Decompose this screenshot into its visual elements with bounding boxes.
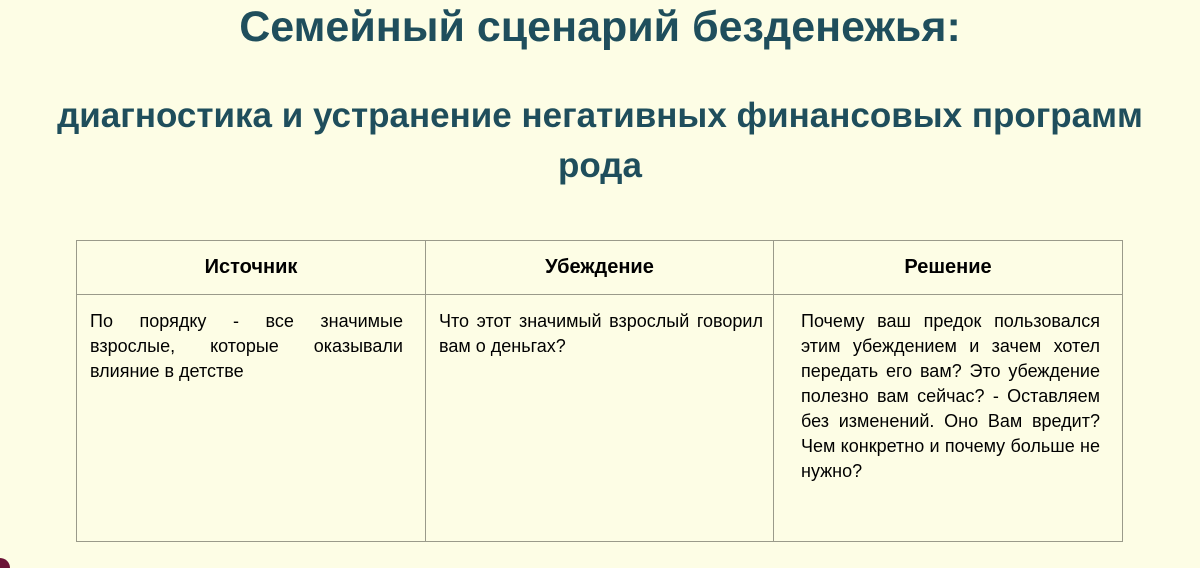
cell-belief: Что этот значимый взрослый говорил вам о деньгах?: [439, 311, 763, 356]
header-source: Источник: [77, 241, 425, 295]
beliefs-table: [76, 240, 1123, 542]
header-belief: Убеждение: [426, 241, 773, 295]
corner-decoration: [0, 558, 10, 568]
page-subtitle: [0, 91, 1200, 191]
page-title: Семейный сценарий безденежья:: [239, 3, 961, 51]
column-belief: [426, 241, 774, 541]
subtitle-line-2: рода: [558, 146, 642, 185]
subtitle-line-1: диагностика и устранение негативных финансовых программ: [57, 96, 1143, 135]
column-solution: [774, 241, 1122, 541]
cell-solution: Почему ваш предок пользовался этим убеждением и зачем хотел передать его вам? Это убеждение полезно вам сейчас? - Оставляем без изменений. Оно Вам вредит? Чем конкретно и почему больше не нужно?: [801, 311, 1100, 481]
cell-source: По порядку - все значимые взрослые, которые оказывали влияние в детстве: [90, 311, 403, 381]
header-solution: Решение: [774, 241, 1122, 295]
column-source: [77, 241, 426, 541]
